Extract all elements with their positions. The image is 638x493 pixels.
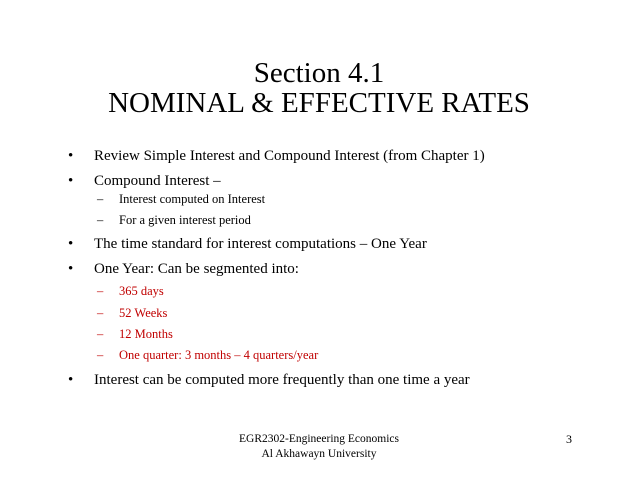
dash-marker: – [97, 348, 104, 362]
dash-marker: – [97, 306, 104, 320]
bullet-text: Interest can be computed more frequently than one time a year [94, 372, 470, 388]
dash-marker: – [97, 284, 104, 298]
bullet-marker: • [68, 148, 74, 164]
bullet-marker: • [68, 173, 74, 189]
bullet-text: Compound Interest – [94, 173, 221, 189]
sub-bullet-text: Interest computed on Interest [119, 192, 266, 206]
dash-marker: – [97, 213, 104, 227]
dash-marker: – [97, 327, 104, 341]
dash-marker: – [97, 192, 104, 206]
bullet-text: One Year: Can be segmented into: [94, 261, 299, 277]
bullet-marker: • [68, 261, 74, 277]
sub-bullet-text: 365 days [119, 284, 164, 298]
sub-bullet-text: For a given interest period [119, 213, 251, 227]
sub-bullet-text: 52 Weeks [119, 306, 168, 320]
bullet-marker: • [68, 236, 74, 252]
footer-university: Al Akhawayn University [261, 448, 377, 460]
slide-footer [0, 432, 638, 462]
slide-title-main: NOMINAL & EFFECTIVE RATES [108, 87, 530, 119]
slide-title-section: Section 4.1 [253, 57, 385, 89]
page-number: 3 [566, 432, 572, 446]
footer-course: EGR2302-Engineering Economics [238, 433, 399, 445]
bullet-marker: • [68, 372, 74, 388]
sub-bullet-text: One quarter: 3 months – 4 quarters/year [119, 348, 319, 362]
bullet-text: Review Simple Interest and Compound Interest (from Chapter 1) [94, 148, 485, 164]
sub-bullet-text: 12 Months [119, 327, 173, 341]
bullet-text: The time standard for interest computations – One Year [94, 236, 427, 252]
